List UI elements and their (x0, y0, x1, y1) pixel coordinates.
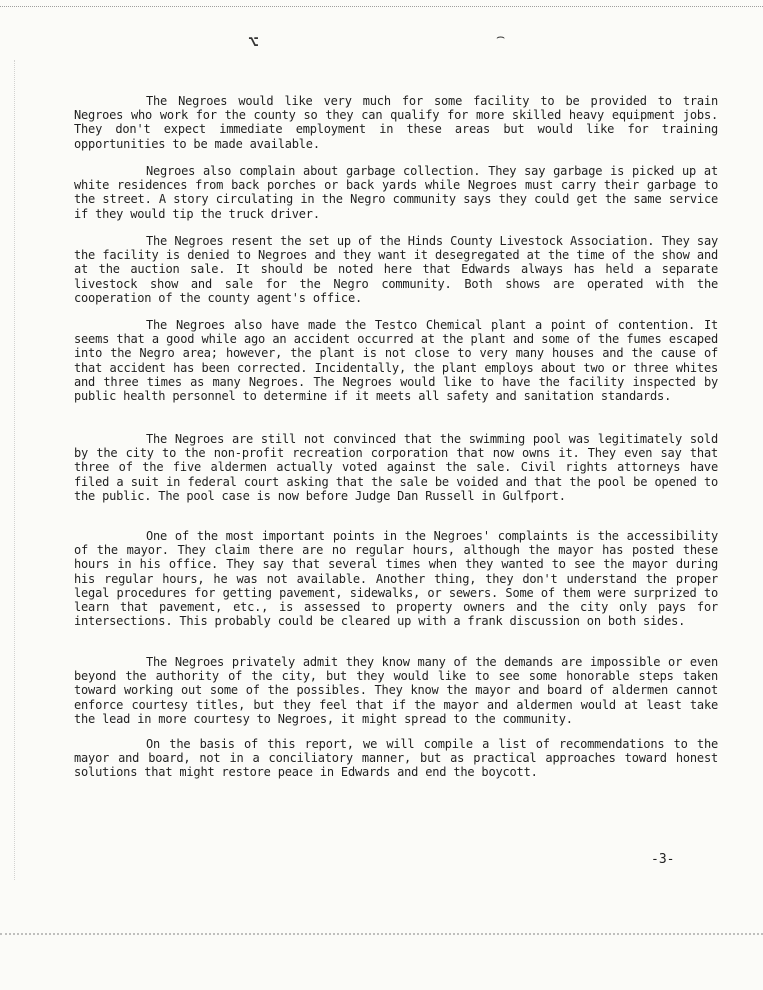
scan-smudge-mark: ⌢ (496, 29, 506, 45)
page-number: -3- (651, 852, 675, 867)
paragraph-testco: The Negroes also have made the Testco Chemical plant a point of contention. It seems that a good while ago an accident occurred at the plant and some of the fumes escaped into the Negro area; however, the plant is not close to very many houses and the cause of that accident has been corrected. Incidentally, the plant employs about two or three whites and three times as many Negroes. The Negroes would like to have the facility inspected by public health personnel to determine if it meets all safety and sanitation standards. (74, 318, 718, 404)
scan-top-edge (0, 0, 763, 7)
scan-bottom-noise (0, 933, 763, 943)
paragraph-livestock: The Negroes resent the set up of the Hinds County Livestock Association. They say the facility is denied to Negroes and they want it desegregated at the time of the show and at the auction sale. It should be noted here that Edwards always has held a separate livestock show and sale for the Negro community. Both shows are operated with the cooperation of the county agent's office. (74, 234, 718, 305)
paragraph-swimming-pool: The Negroes are still not convinced that the swimming pool was legitimately sold by the city to the non-profit recreation corporation that now owns it. They even say that three of the five aldermen actually voted against the sale. Civil rights attorneys have filed a suit in federal court asking that the sale be voided and that the pool be opened to the public. The pool case is now before Judge Dan Russell in Gulfport. (74, 432, 718, 503)
paragraph-mayor: One of the most important points in the Negroes' complaints is the accessibility of the mayor. They claim there are no regular hours, although the mayor has posted these hours in his office. They say that several times when they wanted to see the mayor during his regular hours, he was not available. Another thing, they don't understand the proper legal procedures for getting pavement, sidewalks, or sewers. Some of them were surprized to learn that pavement, etc., is assessed to property owners and the city only pays for intersections. This probably could be cleared up with a frank discussion on both sides. (74, 529, 718, 629)
paragraph-demands: The Negroes privately admit they know many of the demands are impossible or even beyond the authority of the city, but they would like to see some honorable steps taken toward working out some of the possibles. They know the mayor and board of aldermen cannot enforce courtesy titles, but they feel that if the mayor and aldermen would at least take the lead in more courtesy to Negroes, it might spread to the community. (74, 655, 718, 726)
paragraph-garbage: Negroes also complain about garbage collection. They say garbage is picked up at white residences from back porches or back yards while Negroes must carry their garbage to the street. A story circulating in the Negro community says they could get the same service if they would tip the truck driver. (74, 164, 718, 221)
scan-left-margin-noise (14, 60, 17, 880)
paragraph-conclusion: On the basis of this report, we will compile a list of recommendations to the mayor and board, not in a conciliatory manner, but as practical approaches toward honest solutions that might restore peace in Edwards and end the boycott. (74, 737, 718, 780)
paragraph-training: The Negroes would like very much for some facility to be provided to train Negroes who work for the county so they can qualify for more skilled heavy equipment jobs. They don't expect immediate employment in these areas but would like for training opportunities to be made available. (74, 94, 718, 151)
scan-smudge-mark: ⌥ (248, 32, 259, 53)
